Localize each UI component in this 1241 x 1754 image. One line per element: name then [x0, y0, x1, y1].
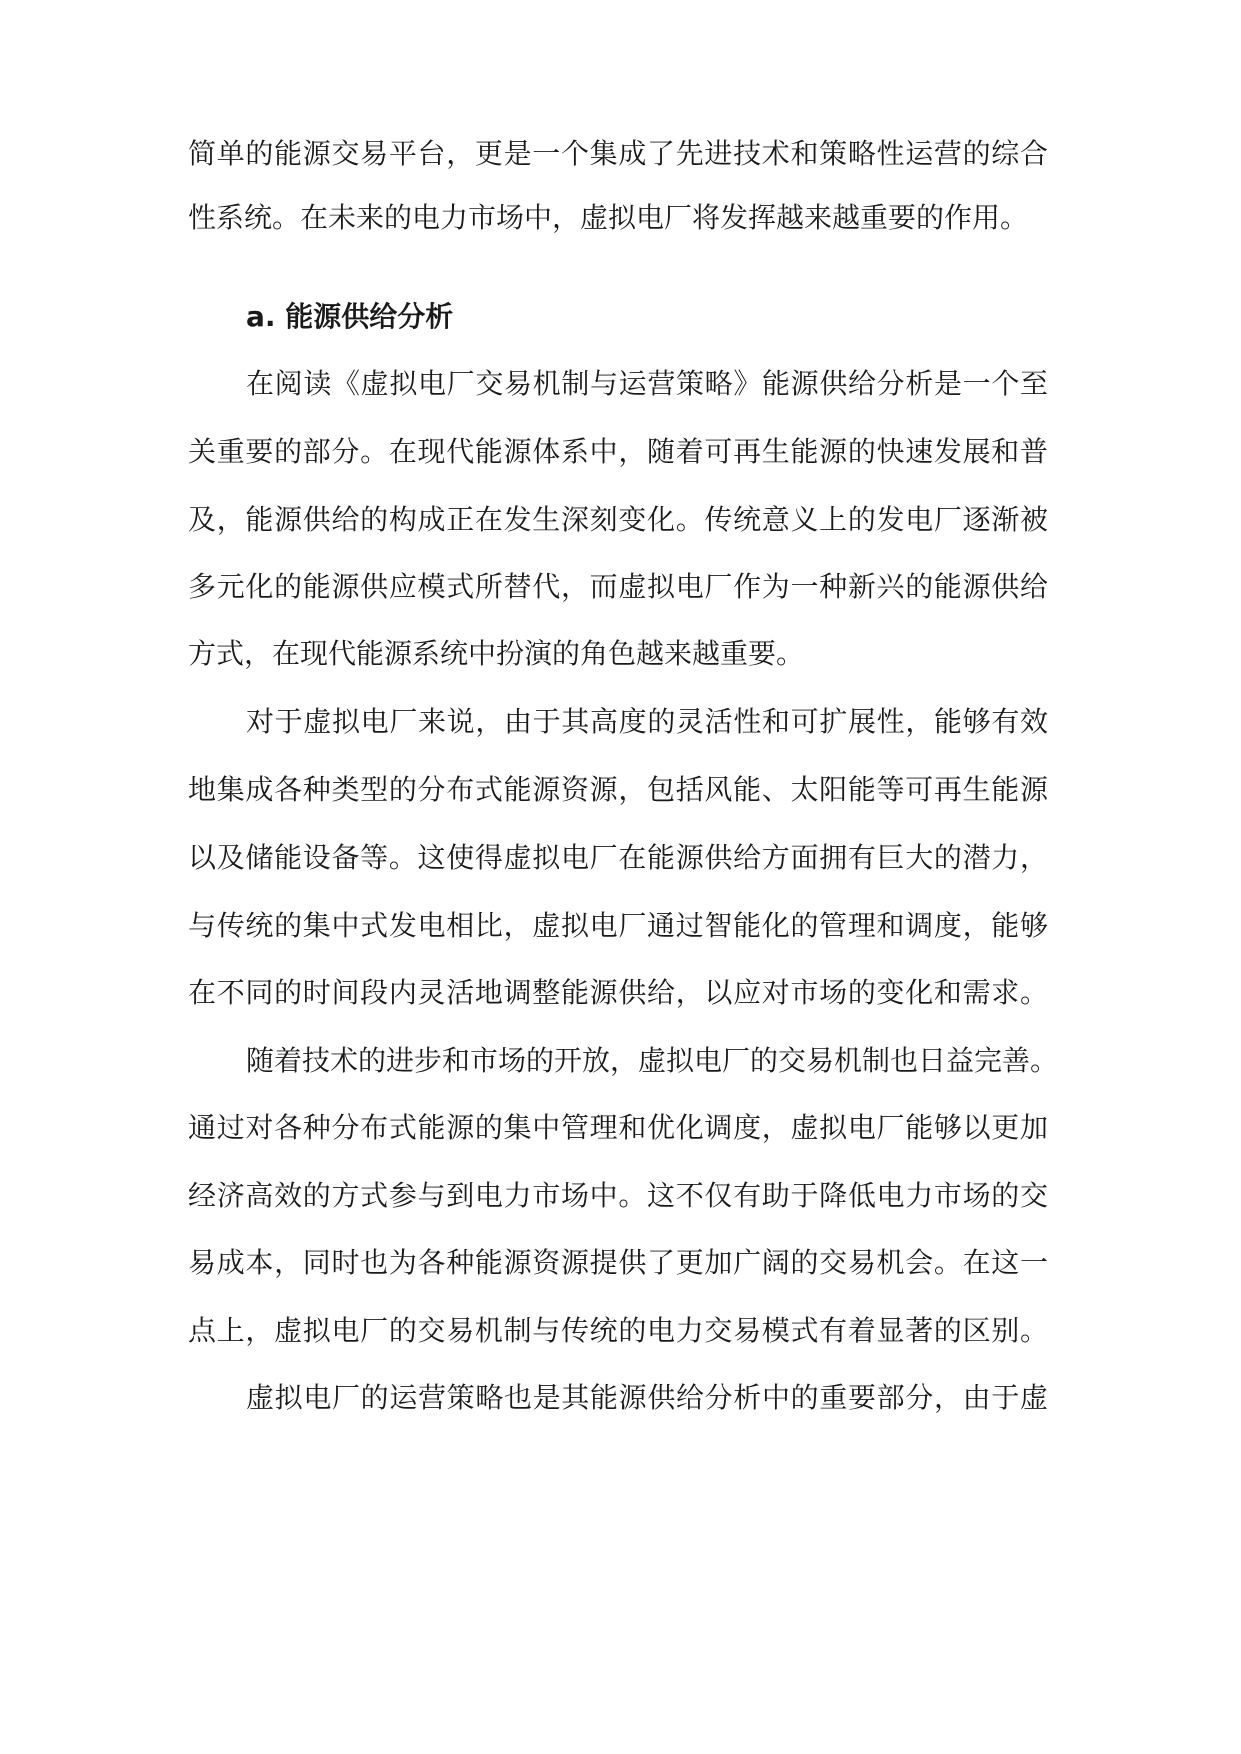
paragraph-line: 通过对各种分布式能源的集中管理和优化调度，虚拟电厂能够以更加 — [188, 1111, 1048, 1144]
paragraph-line: 在不同的时间段内灵活地调整能源供给，以应对市场的变化和需求。 — [188, 976, 1048, 1009]
paragraph-line: 点上，虚拟电厂的交易机制与传统的电力交易模式有着显著的区别。 — [188, 1314, 1048, 1347]
paragraph-line: 方式，在现代能源系统中扮演的角色越来越重要。 — [188, 637, 805, 670]
paragraph-line: 在阅读《虚拟电厂交易机制与运营策略》能源供给分析是一个至 — [246, 367, 1048, 400]
paragraph-line: 简单的能源交易平台，更是一个集成了先进技术和策略性运营的综合 — [188, 137, 1048, 170]
paragraph-line: 虚拟电厂的运营策略也是其能源供给分析中的重要部分，由于虚 — [246, 1381, 1048, 1414]
paragraph-line: 对于虚拟电厂来说，由于其高度的灵活性和可扩展性，能够有效 — [246, 705, 1048, 738]
paragraph-line: 以及储能设备等。这使得虚拟电厂在能源供给方面拥有巨大的潜力， — [188, 841, 1048, 874]
paragraph-line: 随着技术的进步和市场的开放，虚拟电厂的交易机制也日益完善。 — [246, 1044, 1059, 1077]
paragraph-line: 性系统。在未来的电力市场中，虚拟电厂将发挥越来越重要的作用。 — [188, 201, 1029, 234]
paragraph-line: 地集成各种类型的分布式能源资源，包括风能、太阳能等可再生能源 — [188, 773, 1048, 806]
paragraph-line: 易成本，同时也为各种能源资源提供了更加广阔的交易机会。在这一 — [188, 1246, 1048, 1279]
paragraph-line: 及，能源供给的构成正在发生深刻变化。传统意义上的发电厂逐渐被 — [188, 503, 1048, 536]
section-heading: a. 能源供给分析 — [246, 300, 454, 333]
paragraph-line: 多元化的能源供应模式所替代，而虚拟电厂作为一种新兴的能源供给 — [188, 570, 1048, 603]
paragraph-line: 关重要的部分。在现代能源体系中，随着可再生能源的快速发展和普 — [188, 435, 1048, 468]
paragraph-line: 与传统的集中式发电相比，虚拟电厂通过智能化的管理和调度，能够 — [188, 909, 1048, 942]
paragraph-line: 经济高效的方式参与到电力市场中。这不仅有助于降低电力市场的交 — [188, 1179, 1048, 1212]
